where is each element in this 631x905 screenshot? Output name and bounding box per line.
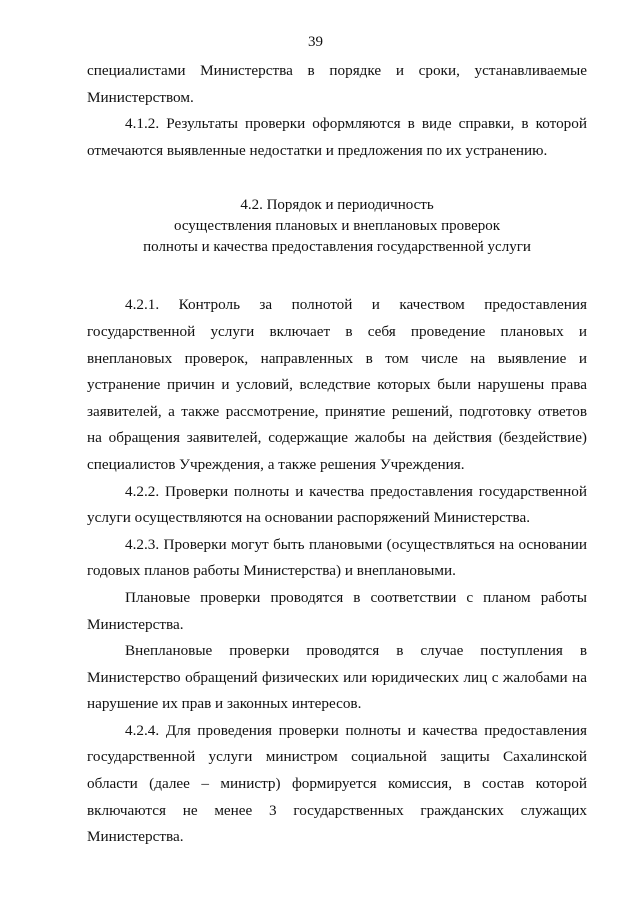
section-heading-line-1: 4.2. Порядок и периодичность [240, 197, 434, 214]
section-heading-4-2 [87, 195, 587, 258]
section-heading-line-3: полноты и качества предоставления государственной услуги [143, 239, 531, 256]
section-heading-line-2: осуществления плановых и внеплановых проверок [173, 218, 501, 235]
paragraph-4-2-1: 4.2.1. Контроль за полнотой и качеством предоставления государственной услуги включает в себя проведение плановых и внеплановых проверок, направленных в том числе на выявление и устранение причин и условий, вследствие которых были нарушены права заявителей, а также рассмотрение, принятие решений, подготовку ответов на обращения заявителей, содержащие жалобы на действия (бездействие) специалистов Учреждения, а также решения Учреждения. [87, 296, 587, 473]
paragraph-4-2-4: 4.2.4. Для проведения проверки полноты и качества предоставления государственной услуги министром социальной защиты Сахалинской области (далее – министр) формируется комиссия, в состав которой включаются не менее 3 государственных гражданских служащих Министерства. [87, 721, 587, 846]
paragraph-4-2-3: 4.2.3. Проверки могут быть плановыми (осуществляться на основании годовых планов работы Министерства) и внеплановыми. [87, 535, 587, 580]
page-number: 39 [308, 34, 323, 50]
paragraph-4-1-2: 4.1.2. Результаты проверки оформляются в виде справки, в которой отмечаются выявленные недостатки и предложения по их устранению. [87, 115, 587, 159]
paragraph-unplanned-checks: Внеплановые проверки проводятся в случае поступления в Министерство обращений физических или юридических лиц с жалобами на нарушение их прав и законных интересов. [87, 642, 587, 713]
document-body [87, 58, 587, 851]
paragraph-planned-checks: Плановые проверки проводятся в соответствии с планом работы Министерства. [87, 588, 587, 633]
paragraph-continuation: специалистами Министерства в порядке и сроки, устанавливаемые Министерством. [87, 62, 587, 106]
paragraph-4-2-2: 4.2.2. Проверки полноты и качества предоставления государственной услуги осуществляются на основании распоряжений Министерства. [87, 482, 587, 527]
